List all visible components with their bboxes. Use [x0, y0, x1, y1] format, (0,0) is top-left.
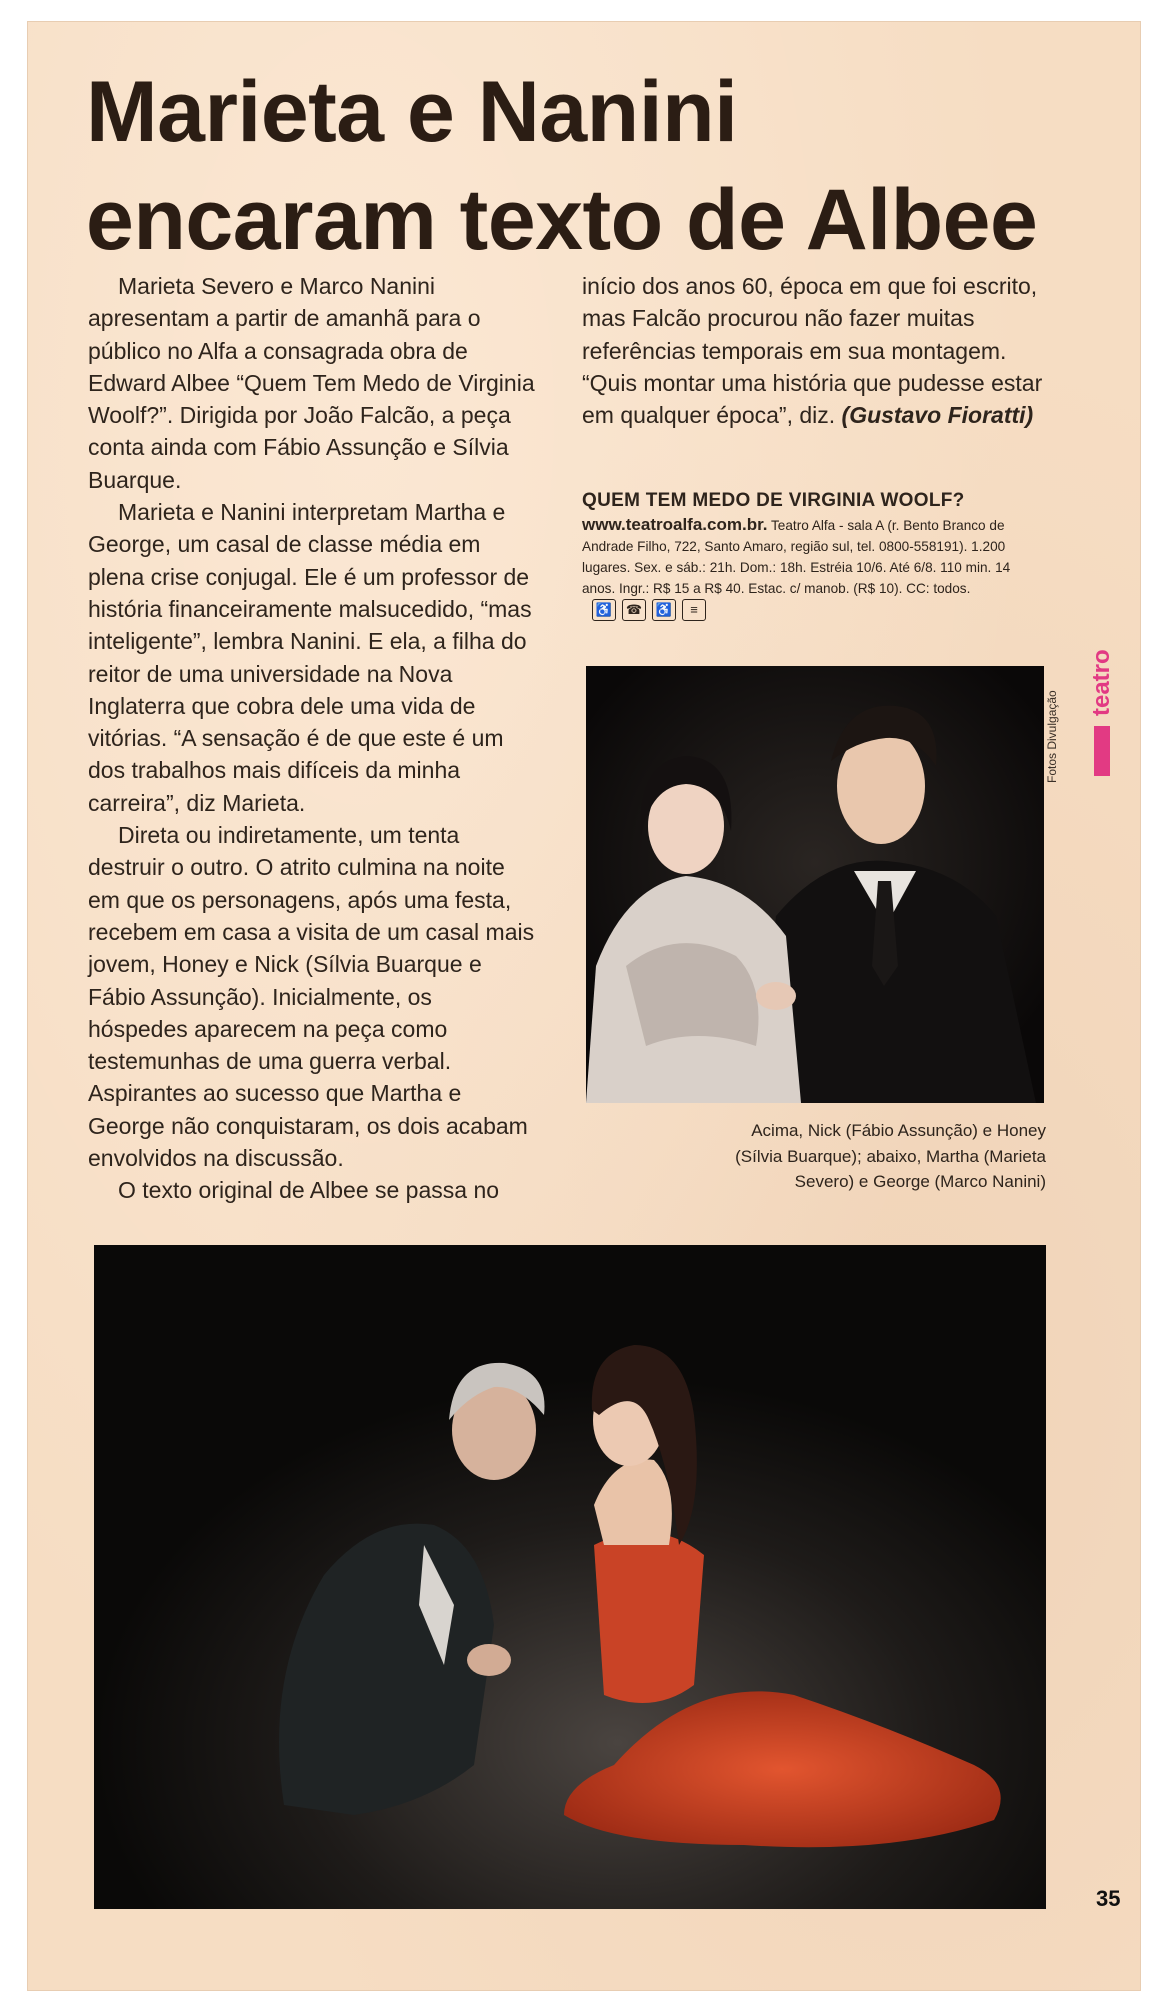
headline-line-2: encaram texto de Albee	[86, 172, 1038, 268]
photo-caption: Acima, Nick (Fábio Assunção) e Honey (Sílvia Buarque); abaixo, Martha (Marieta Severo) e George (Marco Nanini)	[735, 1121, 1046, 1191]
paragraph: Marieta Severo e Marco Nanini apresentam a partir de amanhã para o público no Alfa a consagrada obra de Edward Albee “Quem Tem Medo de Virginia Woolf?”. Dirigida por João Falcão, a peça conta ainda com Fábio Assunção e Sílvia Buarque.	[88, 273, 535, 493]
accessibility-icon: ♿	[652, 599, 676, 621]
photo-martha-and-george-image	[94, 1245, 1046, 1909]
paragraph-text: início dos anos 60, época em que foi escrito, mas Falcão procurou não fazer muitas referências temporais em sua montagem. “Quis montar uma história que pudesse estar em qualquer época”, diz.	[582, 273, 1043, 429]
photo-martha-and-george	[94, 1245, 1046, 1909]
hearing-icon: ≡	[682, 599, 706, 621]
show-info-box	[582, 488, 1044, 621]
show-details-text: Teatro Alfa - sala A (r. Bento Branco de Andrade Filho, 722, Santo Amaro, região sul, tel. 0800-558191). 1.200 lugares. Sex. e sáb.: 21h. Dom.: 18h. Estréia 10/6. Até 6/8. 110 min. 14 anos. Ingr.: R$ 15 a R$ 40. Estac. c/ manob. (R$ 10). CC: todos.	[582, 518, 1011, 596]
headline-line-1: Marieta e Nanini	[86, 64, 738, 160]
paragraph: Direta ou indiretamente, um tenta destruir o outro. O atrito culmina na noite em que os personagens, após uma festa, recebem em casa a visita de um casal mais jovem, Honey e Nick (Sílvia Buarque e Fábio Assunção). Inicialmente, os hóspedes aparecem na peça como testemunhas de uma guerra verbal. Aspirantes ao sucesso que Martha e George não conquistaram, os dois acabam envolvidos na discussão.	[88, 822, 535, 1172]
service-icons	[592, 599, 706, 621]
phone-icon: ☎	[622, 599, 646, 621]
photo-credit	[1040, 668, 1064, 788]
section-label: teatro	[1088, 649, 1115, 716]
paragraph: Marieta e Nanini interpretam Martha e George, um casal de classe média em plena crise conjugal. Ele é um professor de história financeiramente malsucedido, “mas inteligente”, lembra Nanini. E ela, a filha do reitor de uma universidade na Nova Inglaterra que cobra dele uma vida de vitórias. “A sensação é de que este é um dos trabalhos mais difíceis da minha carreira”, diz Marieta.	[88, 499, 532, 816]
photo-credit-text: Fotos Divulgação	[1045, 690, 1059, 783]
show-details	[582, 514, 1044, 621]
article-right-column	[582, 270, 1044, 431]
paragraph	[582, 270, 1044, 431]
wheelchair-icon: ♿	[592, 599, 616, 621]
byline: (Gustavo Fioratti)	[841, 402, 1034, 429]
article-headline	[86, 58, 1046, 274]
section-marker	[1094, 726, 1110, 776]
photo-nick-and-honey-image	[586, 666, 1044, 1103]
section-tab	[1088, 616, 1115, 776]
page-number: 35	[1096, 1886, 1121, 1911]
paragraph: O texto original de Albee se passa no	[118, 1177, 500, 1204]
venue-url[interactable]: www.teatroalfa.com.br.	[582, 515, 768, 534]
photo-nick-and-honey	[586, 666, 1044, 1103]
article-left-column	[88, 270, 538, 1207]
show-title: QUEM TEM MEDO DE VIRGINIA WOOLF?	[582, 490, 965, 511]
